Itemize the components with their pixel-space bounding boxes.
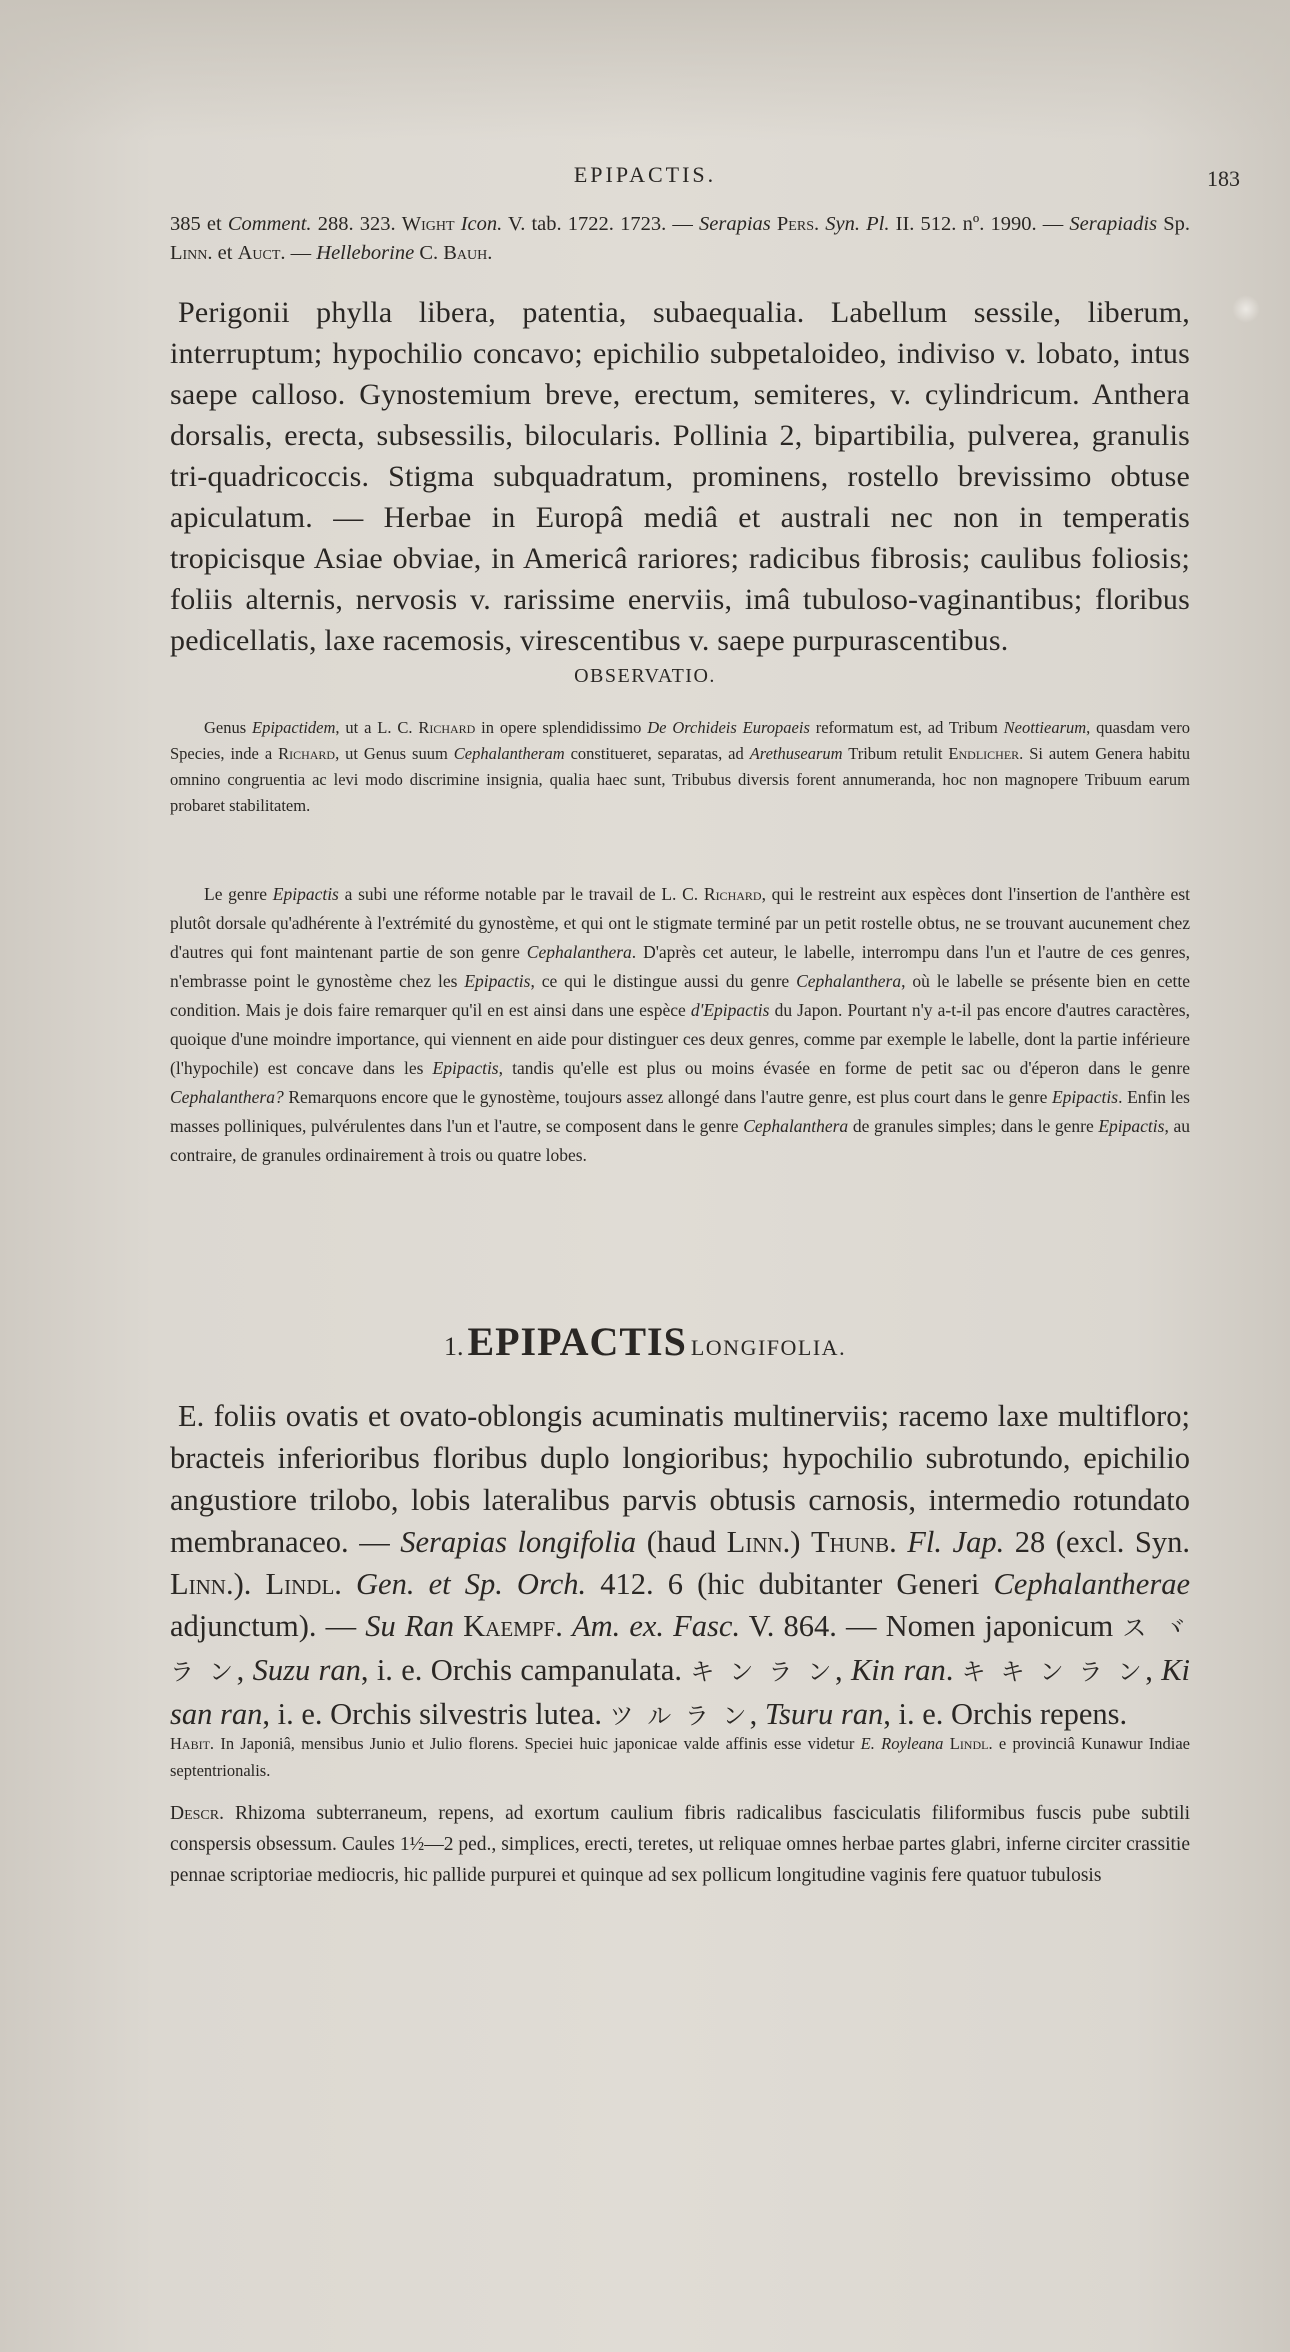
species-heading (0, 1318, 1290, 1365)
synonymy-references: 385 et Comment. 288. 323. Wight Icon. V. tab. 1722. 1723. — Serapias Pers. Syn. Pl. II. 512. nº. 1990. — Serapiadis Sp. Linn. et Auct. — Helleborine C. Bauh. (170, 213, 1191, 264)
observatio-heading: OBSERVATIO. (574, 665, 716, 687)
descr-label: Descr. (170, 1803, 224, 1824)
page-header (0, 158, 1290, 198)
japanese-name-tsuru-ran: ツ ル ラ ン (609, 1702, 750, 1730)
french-commentary: Le genre Epipactis a subi une réforme notable par le travail de L. C. Richard, qui le restreint aux espèces dont l'insertion de l'anthère est plutôt dorsale qu'adhérente à l'extrémité du gynostème, et qui ont le stigmate terminé par un petit rostelle obtus, ne se trouvant aucunement chez d'autres qui font maintenant partie de son genre Cephalanthera. D'après cet auteur, le labelle, interrompu dans l'un et l'autre de ces genres, n'embrasse point le gynostème chez les Epipactis, ce qui le distingue aussi du genre Cephalanthera, où le labelle se présente bien en cette condition. Mais je dois faire remarquer qu'il en est ainsi dans une espèce d'Epipactis du Japon. Pourtant n'y a-t-il pas encore d'autres caractères, quoique d'une moindre importance, qui viennent en aide pour distinguer ces deux genres, comme par exemple le labelle, dont la partie inférieure (l'hypochile) est concave dans les Epipactis, tandis qu'elle est plus ou moins évasée en forme de petit sac ou d'éperon dans le genre Cephalanthera? Remarquons encore que le gynostème, toujours assez allongé dans l'autre genre, est plus court dans le genre Epipactis. Enfin les masses polliniques, pulvérulentes dans l'un et l'autre, se composent dans le genre Cephalanthera de granules simples; dans le genre Epipactis, au contraire, de granules ordinairement à trois ou quatre lobes. (170, 884, 1190, 1165)
observatio-text: Genus Epipactidem, ut a L. C. Richard in opere splendidissimo De Orchideis Europaeis reformatum est, ad Tribum Neottiearum, quasdam vero Species, inde a Richard, ut Genus suum Cephalantheram constitueret, separatas, ad Arethusearum Tribum retulit Endlicher. Si autem Genera habitu omnino congruentia ac levi modo discrimine insignia, qualia haec sunt, Tribubus diversis forent annumeranda, hoc non magnopere Tribuum earum probaret stabilitatem. (170, 718, 1191, 815)
habit-label: Habit. (170, 1734, 215, 1753)
running-title: EPIPACTIS. (573, 162, 717, 187)
species-diagnosis: E. foliis ovatis et ovato-oblongis acuminatis multinerviis; racemo laxe multifloro; bracteis inferioribus floribus duplo longioribus; hypochilio subrotundo, epichilio angustiore trilobo, lobis lateralibus parvis obtusis carnosis, intermedio rotundato membranaceo. — Serapias longifolia (haud Linn.) Thunb. Fl. Jap. 28 (excl. Syn. Linn.). Lindl. Gen. et Sp. Orch. 412. 6 (hic dubitanter Generi Cephalantherae adjunctum). — Su Ran Kaempf. Am. ex. Fasc. V. 864. — Nomen japonicum ス ヾ ラ ン, Suzu ran, i. e. Orchis campanulata. キ ン ラ ン, Kin ran. キ キ ン ラ ン, Ki san ran, i. e. Orchis silvestris lutea. ツ ル ラ ン, Tsuru ran, i. e. Orchis repens. (170, 1399, 1191, 1731)
species-genus: EPIPACTIS (467, 1319, 687, 1364)
japanese-name-ki-san-ran: キ キ ン ラ ン (961, 1658, 1146, 1686)
species-epithet: LONGIFOLIA. (690, 1335, 847, 1360)
japanese-name-suzu-ran: ス ヾ ラ ン (170, 1614, 1191, 1686)
description-text: Descr. Rhizoma subterraneum, repens, ad exortum caulium fibris radicalibus fasciculatis filiformibus fuscis pube subtili conspersis obsessum. Caules 1½—2 ped., simplices, erecti, teretes, ut reliquae omnes herbae partes glabri, inferne circiter crassitie pennae scriptoriae mediocris, hic pallide purpurei et quinque ad sex pollicum longitudine vaginis fere quatuor tubulosis (170, 1803, 1190, 1886)
japanese-name-kin-ran: キ ン ラ ン (690, 1658, 836, 1686)
genus-description: Perigonii phylla libera, patentia, subaequalia. Labellum sessile, liberum, interruptum; hypochilio concavo; epichilio subpetaloideo, indiviso v. lobato, intus saepe calloso. Gynostemium breve, erectum, semiteres, v. cylindricum. Anthera dorsalis, erecta, subsessilis, bilocularis. Pollinia 2, bipartibilia, pulverea, granulis tri-quadricoccis. Stigma subquadratum, prominens, rostello brevissimo obtuse apiculatum. — Herbae in Europâ mediâ et australi nec non in temperatis tropicisque Asiae obviae, in Americâ rariores; radicibus fibrosis; caulibus foliosis; foliis alternis, nervosis v. rarissime enerviis, imâ tubuloso-vaginantibus; floribus pedicellatis, laxe racemosis, virescentibus v. saepe purpurascentibus. (170, 296, 1190, 657)
page-number: 183 (1207, 166, 1240, 191)
species-number: 1. (443, 1332, 464, 1361)
habitat-note: Habit. In Japoniâ, mensibus Junio et Julio florens. Speciei huic japonicae valde affinis esse videtur E. Royleana Lindl. e provinciâ Kunawur Indiae septentrionalis. (170, 1734, 1191, 1780)
paper-spot (1232, 295, 1260, 323)
